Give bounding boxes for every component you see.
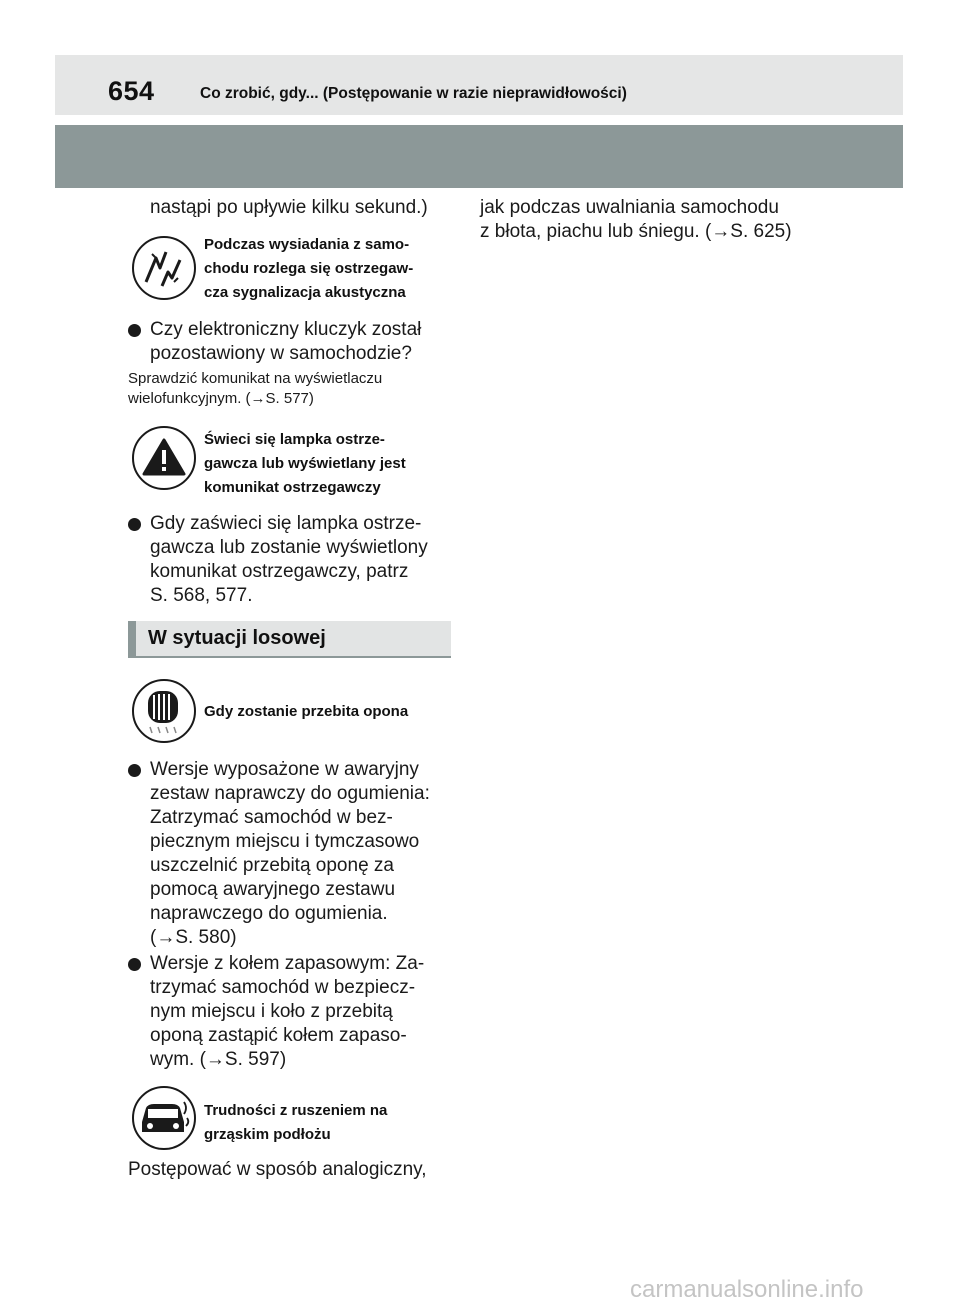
block2-label-line: Świeci się lampka ostrze- — [204, 431, 385, 448]
block1-label — [204, 233, 413, 305]
bullet-dot — [128, 324, 141, 337]
bullet-line: naprawczego do ogumienia. — [150, 903, 388, 924]
bullet-line: piecznym miejscu i tymczasowo — [150, 831, 420, 852]
section-heading — [128, 621, 451, 658]
bullet-line: Gdy zaświeci się lampka ostrze- — [150, 513, 422, 534]
bullet-line: pozostawiony w samochodzie? — [150, 343, 412, 364]
block3-label-line: Gdy zostanie przebita opona — [204, 703, 409, 720]
note-text — [128, 369, 382, 409]
right-column-text — [480, 196, 792, 244]
bullet-text — [150, 952, 424, 1072]
bullet-line: (→S. 580) — [150, 927, 237, 948]
bullet-line: gawcza lub zostanie wyświetlony — [150, 537, 428, 558]
closing-line: Postępować w sposób analogiczny, — [128, 1159, 427, 1180]
block2-label-line: gawcza lub wyświetlany jest — [204, 455, 406, 472]
bullet-line: trzymać samochód w bezpiecz- — [150, 977, 416, 998]
block3-label — [204, 700, 408, 724]
bullet-text — [150, 318, 421, 366]
bullet-line: Wersje z kołem zapasowym: Za- — [150, 953, 425, 974]
block1-label-line: Podczas wysiadania z samo- — [204, 236, 410, 253]
header-title: Co zrobić, gdy... (Postępowanie w razie nieprawidłowości) — [200, 85, 627, 102]
warning-triangle-icon — [132, 426, 196, 490]
intro-line: nastąpi po upływie kilku sekund.) — [150, 197, 428, 218]
block4-label-line: grząskim podłożu — [204, 1126, 331, 1143]
chapter-band — [55, 125, 903, 188]
bullet-dot — [128, 764, 141, 777]
bullet-line: Czy elektroniczny kluczyk został — [150, 319, 422, 340]
right-line: jak podczas uwalniania samochodu — [480, 197, 779, 218]
block4-label-line: Trudności z ruszeniem na — [204, 1102, 388, 1119]
note-line: wielofunkcyjnym. (→S. 577) — [128, 390, 314, 407]
watermark: carmanualsonline.info — [630, 1276, 864, 1303]
bullet-line: S. 568, 577. — [150, 585, 253, 606]
note-line: Sprawdzić komunikat na wyświetlaczu — [128, 370, 383, 387]
bullet-line: komunikat ostrzegawczy, patrz — [150, 561, 409, 582]
page-number: 654 — [108, 76, 155, 106]
bullet-line: wym. (→S. 597) — [150, 1049, 287, 1070]
bullet-line: zestaw naprawczy do ogumienia: — [150, 783, 430, 804]
block2-label — [204, 428, 406, 500]
bullet-dot — [128, 518, 141, 531]
car-stuck-icon — [132, 1086, 196, 1150]
bullet-dot — [128, 958, 141, 971]
bullet-line: Zatrzymać samochód w bez- — [150, 807, 393, 828]
bullet-line: uszczelnić przebitą oponę za — [150, 855, 394, 876]
bullet-line: oponą zastąpić kołem zapaso- — [150, 1025, 407, 1046]
right-line: z błota, piachu lub śniegu. (→S. 625) — [480, 221, 792, 242]
flat-tire-icon — [132, 679, 196, 743]
bullet-text — [150, 758, 430, 950]
warning-sound-icon — [132, 236, 196, 300]
bullet-text — [150, 512, 428, 608]
block1-label-line: cza sygnalizacja akustyczna — [204, 284, 406, 301]
block1-label-line: chodu rozlega się ostrzegaw- — [204, 260, 414, 277]
section-title: W sytuacji losowej — [148, 627, 326, 649]
block4-label — [204, 1099, 387, 1147]
bullet-line: Wersje wyposażone w awaryjny — [150, 759, 419, 780]
block2-label-line: komunikat ostrzegawczy — [204, 479, 381, 496]
bullet-line: nym miejscu i koło z przebitą — [150, 1001, 393, 1022]
bullet-line: pomocą awaryjnego zestawu — [150, 879, 396, 900]
